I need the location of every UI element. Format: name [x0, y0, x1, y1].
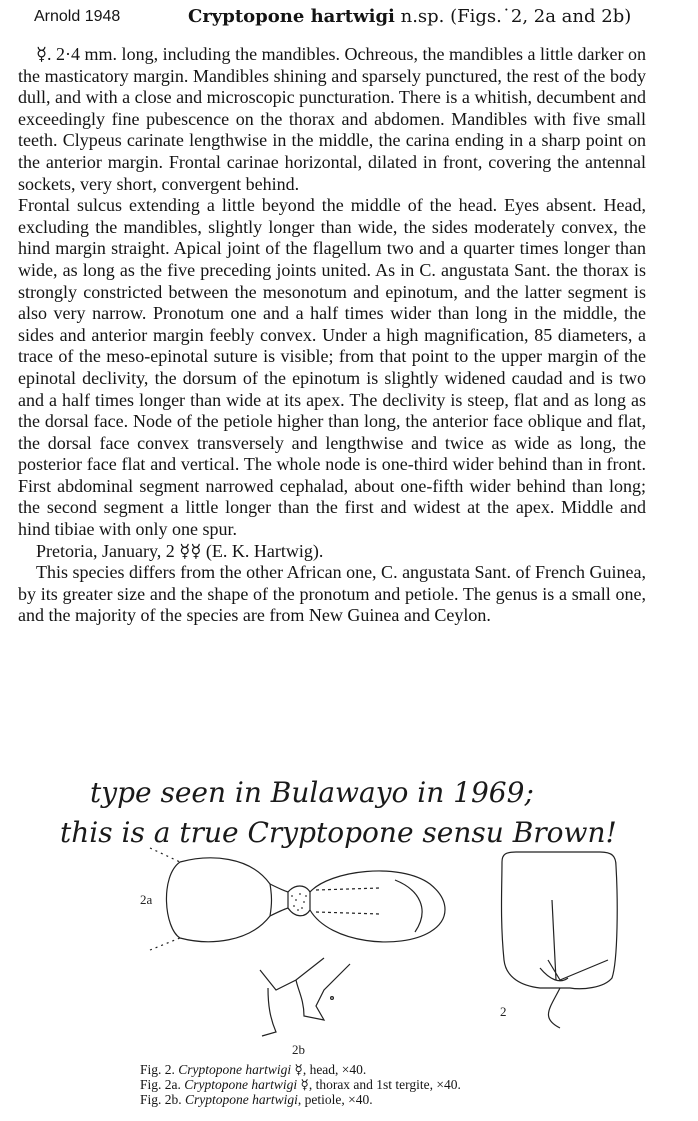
thorax-drawing [150, 848, 445, 950]
caption-species: Cryptopone hartwigi [178, 1062, 292, 1077]
type-locality: Pretoria, January, 2 ☿☿ (E. K. Hartwig). [36, 540, 324, 561]
remark-paragraph: This species differs from the other African one, C. angustata Sant. of French Guinea, by its greater size and the shape of the pronotum and petiole. The genus is a small one, and the majority of the species are from New Guinea and Ceylon. [18, 562, 646, 626]
head-drawing [502, 852, 618, 1028]
caption-label: Fig. 2a. [140, 1077, 181, 1092]
species-title [188, 6, 631, 27]
caption-species: Cryptopone hartwigi [185, 1092, 298, 1107]
caption-fig-2b [140, 1092, 461, 1107]
caption-label: Fig. 2b. [140, 1092, 182, 1107]
caption-fig-2 [140, 1062, 461, 1077]
species-name: Cryptopone hartwigi [188, 6, 395, 27]
description-paragraph-1: ☿. 2·4 mm. long, including the mandibles. Ochreous, the mandibles a little darker on the masticatory margin. Mandibles shining and sparsely punctured, the rest of the body dull, and with a close and microscopic puncturation. There is a whitish, decumbent and exceedingly fine pubescence on the thorax and abdomen. Mandibles with five small teeth. Clypeus carinate lengthwise in the middle, the carina ending in a sharp point on the anterior margin. Frontal carinae horizontal, dilated in front, covering the antennal sockets, very short, convergent behind. [18, 44, 646, 194]
caption-label: Fig. 2. [140, 1062, 175, 1077]
petiole-dots [291, 893, 307, 911]
figure-label-2a: 2a [140, 892, 153, 907]
caption-detail: ☿, head, ×40. [291, 1062, 367, 1077]
title-figure-refs: n.sp. (Figs.˙2, 2a and 2b) [394, 6, 632, 27]
figure-label-2b: 2b [292, 1042, 305, 1057]
figure-captions [140, 1062, 461, 1107]
figure-label-2: 2 [500, 1004, 507, 1019]
caption-detail: , petiole, ×40. [297, 1092, 373, 1107]
description-paragraph-2: Frontal sulcus extending a little beyond the middle of the head. Eyes absent. Head, excluding the mandibles, slightly longer than wide, the sides moderately convex, the hind margin straight. Apical joint of the flagellum two and a quarter times longer than wide, as long as the five preceding joints united. As in C. angustata Sant. the thorax is strongly constricted between the mesonotum and epinotum, and the latter segment is also very narrow. Pronotum one and a half times wider than long in the middle, the sides and anterior margin feebly convex. Under a high magnification, 85 diameters, a trace of the meso-epinotal suture is visible; from that point to the upper margin of the epinotal declivity, the dorsum of the epinotum is slightly widened caudad and is two and a half times longer than wide at its apex. The declivity is steep, flat and as long as the dorsal face. Node of the petiole higher than long, the anterior face oblique and flat, the dorsal face convex transversely and lengthwise and twice as wide as long, the posterior face flat and vertical. The whole node is one-third wider behind than in front. First abdominal segment narrowed cephalad, about one-fifth wider behind than long; the second segment a little longer than the first and widest at the apex. Middle and hind tibiae with only one spur. [18, 195, 646, 540]
petiole-drawing [260, 958, 350, 1036]
handwritten-line-1: type seen in Bulawayo in 1969; [90, 776, 534, 809]
figure-drawings [120, 840, 640, 1060]
author-year: Arnold 1948 [34, 8, 121, 25]
description-body [18, 44, 646, 627]
caption-fig-2a [140, 1077, 461, 1092]
page-header [0, 6, 698, 34]
caption-species: Cryptopone hartwigi [184, 1077, 298, 1092]
figure-illustrations [120, 840, 640, 1060]
caption-detail: ☿, thorax and 1st tergite, ×40. [297, 1077, 461, 1092]
handwritten-line-2: this is a true Cryptopone sensu Brown! [60, 816, 617, 849]
handwritten-note [60, 770, 660, 850]
